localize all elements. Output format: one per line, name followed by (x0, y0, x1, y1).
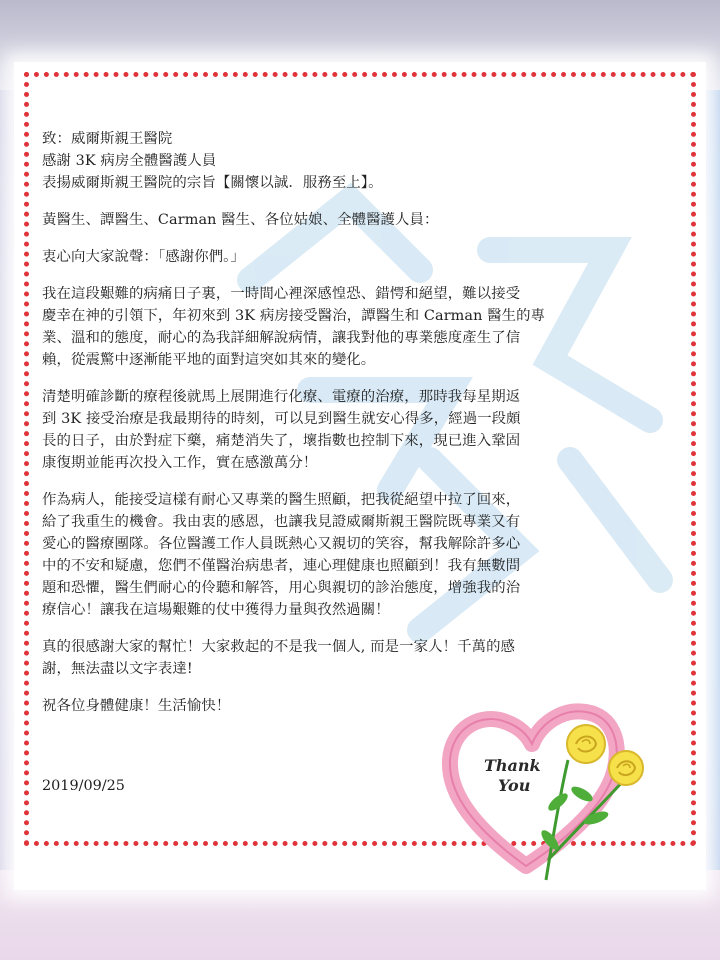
paragraph-4 (42, 636, 662, 680)
text-line: 長的日子，由於對症下藥，痛楚消失了，壞指數也控制下來，現已進入鞏固 (42, 433, 521, 449)
text-line: 我在這段艱難的病痛日子裏，一時間心裡深感惶恐、錯愕和絕望，難以接受 (42, 286, 521, 302)
address-line: 表揚威爾斯親王醫院的宗旨【關懷以誠．服務至上】。 (42, 175, 383, 191)
yellow-rose-icon (609, 751, 643, 785)
letter-body (42, 128, 662, 717)
text-line: 題和恐懼，醫生們耐心的伶聽和解答，用心與親切的診治態度，增強我的治 (42, 580, 521, 596)
paragraph-3 (42, 489, 662, 621)
address-line: 致：威爾斯親王醫院 (42, 131, 173, 147)
text-line: 作為病人，能接受這樣有耐心又專業的醫生照顧，把我從絕望中拉了回來， (42, 492, 521, 508)
text-line: 真的很感謝大家的幫忙！大家救起的不是我一個人, 而是一家人！千萬的感 (42, 639, 516, 655)
yellow-rose-icon (567, 725, 605, 763)
text-line: 中的不安和疑慮，您們不僅醫治病患者，連心理健康也照顧到！我有無數問 (42, 558, 521, 574)
text-line: 給了我重生的機會。我由衷的感恩，也讓我見證威爾斯親王醫院既專業又有 (42, 514, 521, 530)
thank-you-heart-card (436, 690, 666, 890)
opening-line: 衷心向大家說聲：「感謝你們。」 (42, 249, 245, 265)
text-line: 療信心！讓我在這場艱難的仗中獲得力量與孜然過關！ (42, 602, 390, 618)
closing-line: 祝各位身體健康！生活愉快！ (42, 698, 231, 714)
text-line: 愛心的醫療團隊。各位醫護工作人員既熱心又親切的笑容，幫我解除許多心 (42, 536, 521, 552)
paragraph-1 (42, 283, 662, 371)
text-line: 康復期並能再次投入工作，實在感激萬分！ (42, 455, 318, 471)
letter-date: 2019/09/25 (42, 778, 125, 794)
paragraph-2 (42, 386, 662, 474)
text-line: 賴，從震驚中逐漸能平地的面對這突如其來的變化。 (42, 352, 376, 368)
text-line: 謝，無法盡以文字表達! (42, 661, 193, 677)
text-line: 清楚明確診斷的療程後就馬上展開進行化療、電療的治療，那時我每星期返 (42, 389, 521, 405)
text-line: 慶幸在神的引領下，年初來到 3K 病房接受醫治，譚醫生和 Carman 醫生的專 (42, 308, 546, 324)
text-line: 業、溫和的態度，耐心的為我詳細解說病情，讓我對他的專業態度產生了信 (42, 330, 521, 346)
thank-text: Thank (484, 756, 541, 775)
salutation: 黃醫生、譚醫生、Carman 醫生、各位姑娘、全體醫護人員： (42, 212, 439, 228)
you-text: You (498, 776, 531, 795)
text-line: 到 3K 接受治療是我最期待的時刻，可以見到醫生就安心得多，經過一段頗 (42, 411, 521, 427)
address-line: 感謝 3K 病房全體醫護人員 (42, 153, 217, 169)
heart-icon (436, 690, 666, 890)
